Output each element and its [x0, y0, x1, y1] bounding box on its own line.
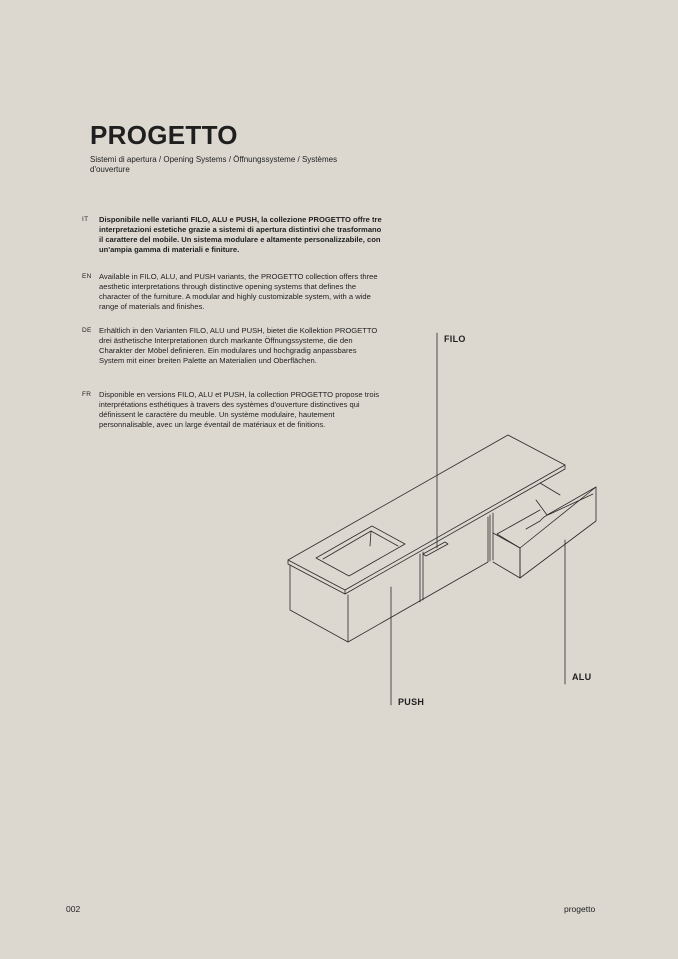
- page-title: PROGETTO: [90, 120, 238, 150]
- sink-basin-rim: [316, 526, 405, 576]
- section-name: progetto: [564, 904, 596, 914]
- countertop-top-face: [288, 435, 565, 590]
- language-code-it: IT: [82, 216, 89, 223]
- filo-handle: [423, 542, 448, 556]
- callout-alu: ALU: [572, 672, 592, 682]
- description-text-en: Available in FILO, ALU, and PUSH variants, the PROGETTO collection offers three aesthetic interpretations through distinctive opening systems that defines the character of the furniture. A modular and highly customizable system, with a wide range of materials and finishes.: [99, 272, 378, 311]
- countertop-edge: [288, 465, 565, 594]
- drawer-inner-edge: [497, 510, 540, 548]
- callout-push: PUSH: [398, 697, 425, 707]
- description-text-de: Erhältlich in den Varianten FILO, ALU und PUSH, bietet die Kollektion PROGETTO drei ästhetische Interpretationen durch markante Öffnungssysteme, die den Charakter der Möbel definieren. Ein modulares und hochgradig anpassbares System mit einer breiten Palette an Materialien und Oberflächen.: [99, 326, 378, 365]
- description-text-fr: Disponible en versions FILO, ALU et PUSH, la collection PROGETTO propose trois interprétations esthétiques à travers des systèmes d'ouverture distinctives qui définissent le caractère du meuble. Un système modulaire, hautement personnalisable, avec un large éventail de matériaux et de finitions.: [99, 390, 380, 429]
- drawer-opening-top: [540, 483, 560, 495]
- language-code-de: DE: [82, 327, 92, 334]
- sink-basin-depth: [370, 531, 371, 546]
- cabinet-front-bottom: [348, 517, 488, 642]
- description-text-it: Disponibile nelle varianti FILO, ALU e PUSH, la collezione PROGETTO offre tre interpretazioni estetiche grazie a sistemi di apertura distintivi che trasformano il carattere del mobile. Un sistema modulare e altamente personalizzabile, con un'ampia gamma di materiali e finiture.: [99, 215, 382, 254]
- alu-handle-profile: [526, 494, 593, 529]
- language-code-en: EN: [82, 273, 92, 280]
- callout-filo: FILO: [444, 334, 466, 344]
- language-code-fr: FR: [82, 391, 92, 398]
- page-subtitle: Sistemi di apertura / Opening Systems / Öffnungssysteme / Systèmes d'ouverture: [90, 155, 338, 174]
- drawer-front: [520, 487, 596, 578]
- page-number: 002: [66, 904, 81, 914]
